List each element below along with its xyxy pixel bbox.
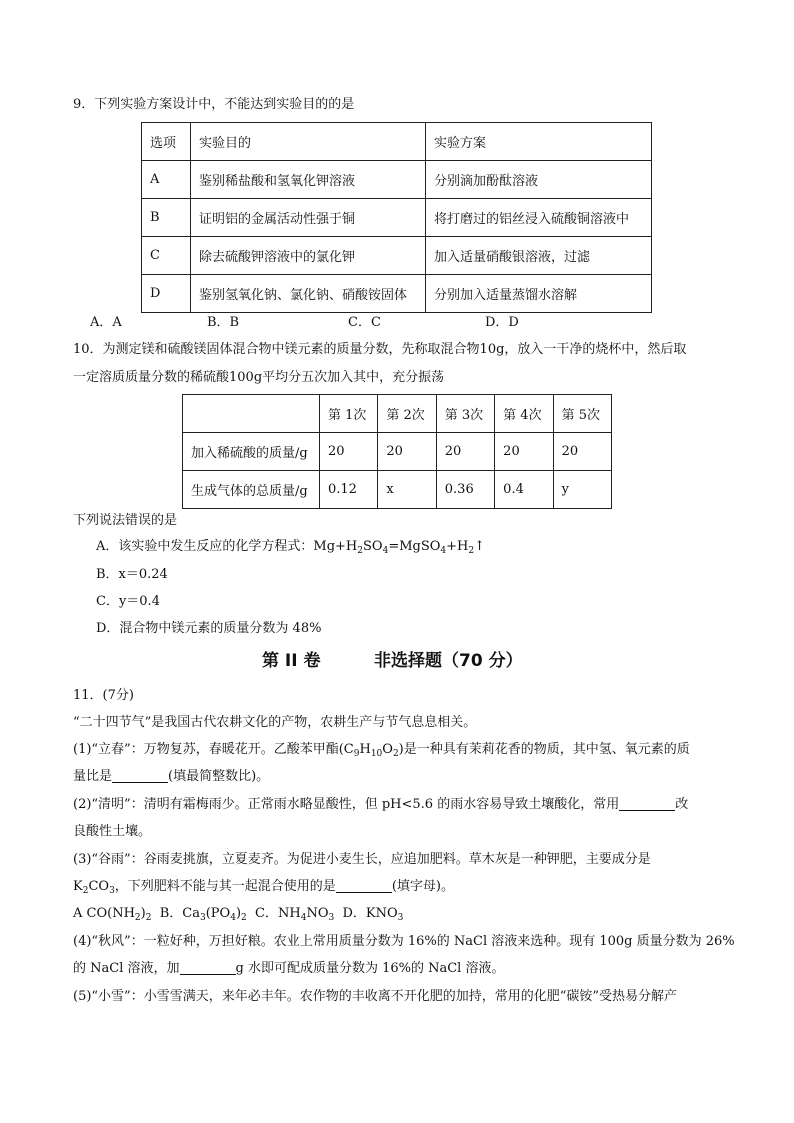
q11-part3-options: [73, 905, 403, 923]
q9-cell: 证明铝的金属活动性强于铜: [191, 199, 426, 237]
q10-stem-line1: 10．为测定镁和硫酸镁固体混合物中镁元素的质量分数，先称取混合物10g，放入一干净的烧杯中，然后取: [73, 342, 687, 357]
answer-blank: [619, 796, 675, 811]
table-row: [142, 199, 652, 237]
table-row: [142, 161, 652, 199]
q11-part2-line1: (2)“清明”：清明有霜梅雨少。正常雨水略显酸性，但 pH<5.6 的雨水容易导致土壤酸化，常用 改: [73, 797, 689, 812]
q11-part1-line1: (1)“立春”：万物复苏，春暖花开。乙酸苯甲酯$(C_9H_{10}O_2)$是一种具有茉莉花香的物质，其中氢、氧元素的质: [73, 742, 690, 759]
q10-cell: x: [378, 471, 436, 509]
q9-option-a: A．A: [90, 315, 122, 330]
q11-part3-line1: (3)“谷雨”：谷雨麦挑旗，立夏麦齐。为促进小麦生长，应追加肥料。草木灰是一种钾肥，主要成分是: [73, 852, 651, 867]
q9-cell: 除去硫酸钾溶液中的氯化钾: [191, 237, 426, 275]
q11-part5-line1: (5)“小雪”：小雪雪满天，来年必丰年。农作物的丰收离不开化肥的加持，常用的化肥“碳铵”受热易分解产: [73, 989, 677, 1004]
q11-part1-line2: 量比是 (填最简整数比)。: [73, 769, 270, 784]
q11-intro: “二十四节气”是我国古代农耕文化的产物，农耕生产与节气息息相关。: [73, 715, 477, 730]
q9-option-c: C．C: [348, 315, 381, 330]
section-part: 第 II 卷: [262, 651, 321, 671]
q10-cell: 20: [553, 433, 611, 471]
q11-p3-option-b: B．$Ca_3(PO_4)_2$: [159, 906, 247, 923]
q9-cell: B: [142, 199, 191, 237]
q10-cell: 0.36: [436, 471, 494, 509]
q9-cell: 将打磨过的铝丝浸入硫酸铜溶液中: [426, 199, 652, 237]
q9-cell: C: [142, 237, 191, 275]
q9-header-plan: 实验方案: [426, 123, 652, 161]
q9-stem: 9．下列实验方案设计中，不能达到实验目的的是: [73, 97, 355, 112]
q11-part4-line1: (4)“秋风”：一粒好种，万担好粮。农业上常用质量分数为 16%的 NaCl 溶液来选种。现有 100g 质量分数为 26%: [73, 934, 735, 949]
q10-header-5: 第 5次: [553, 395, 611, 433]
q9-header-purpose: 实验目的: [191, 123, 426, 161]
answer-blank: [112, 768, 168, 783]
q10-cell: 20: [378, 433, 436, 471]
q9-header-option: 选项: [142, 123, 191, 161]
answer-blank: [180, 960, 236, 975]
q10-header-blank: [183, 395, 320, 433]
table-row: [142, 275, 652, 313]
table-row: [183, 433, 612, 471]
q11-p3-option-a: A $CO(NH_2)_2$: [73, 906, 152, 923]
table-row: [183, 471, 612, 509]
q9-option-b: B．B: [207, 315, 240, 330]
table-row: [142, 237, 652, 275]
q10-header-4: 第 4次: [495, 395, 553, 433]
q11-part2-line2: 良酸性土壤。: [73, 824, 152, 839]
q9-option-d: D．D: [485, 315, 519, 330]
q10-cell: 20: [495, 433, 553, 471]
section-title: 非选择题（70 分）: [374, 651, 523, 671]
q11-part4-line2: 的 NaCl 溶液，加 g 水即可配成质量分数为 16%的 NaCl 溶液。: [73, 961, 505, 976]
q10-prompt: 下列说法错误的是: [73, 513, 178, 528]
q10-option-d: D．混合物中镁元素的质量分数为 48%: [96, 621, 322, 636]
q10-cell: 0.12: [320, 471, 378, 509]
q10-header-1: 第 1次: [320, 395, 378, 433]
q9-cell: 分别加入适量蒸馏水溶解: [426, 275, 652, 313]
q9-cell: 鉴别稀盐酸和氢氧化钾溶液: [191, 161, 426, 199]
q10-cell: 20: [436, 433, 494, 471]
q9-cell: 鉴别氢氧化钠、氯化钠、硝酸铵固体: [191, 275, 426, 313]
q10-cell: y: [553, 471, 611, 509]
q11-part3-line2: $K_2CO_3$，下列肥料不能与其一起混合使用的是 (填字母)。: [73, 879, 454, 896]
q10-row-label: 加入稀硫酸的质量/g: [183, 433, 320, 471]
q10-table: [182, 394, 612, 509]
q9-cell: 分别滴加酚酞溶液: [426, 161, 652, 199]
q10-header-3: 第 3次: [436, 395, 494, 433]
q9-cell: 加入适量硝酸银溶液，过滤: [426, 237, 652, 275]
q10-option-b: B．x＝0.24: [96, 567, 168, 582]
q9-table: [141, 122, 652, 313]
q10-header-2: 第 2次: [378, 395, 436, 433]
q11-p3-option-c: C．$NH_4NO_3$: [255, 906, 335, 923]
answer-blank: [336, 878, 392, 893]
q10-cell: 0.4: [495, 471, 553, 509]
q10-cell: 20: [320, 433, 378, 471]
q11-head: 11．(7分): [73, 688, 134, 703]
q9-cell: D: [142, 275, 191, 313]
q10-row-label: 生成气体的总质量/g: [183, 471, 320, 509]
q10-option-a: A．该实验中发生反应的化学方程式：$Mg+H_2SO_4=MgSO_4+H_2↑$: [96, 539, 486, 556]
q11-p3-option-d: D．$KNO_3$: [342, 906, 404, 923]
q10-option-c: C．y＝0.4: [96, 594, 160, 609]
q10-stem-line2: 一定溶质质量分数的稀硫酸100g平均分五次加入其中，充分振荡: [73, 370, 445, 385]
q9-cell: A: [142, 161, 191, 199]
